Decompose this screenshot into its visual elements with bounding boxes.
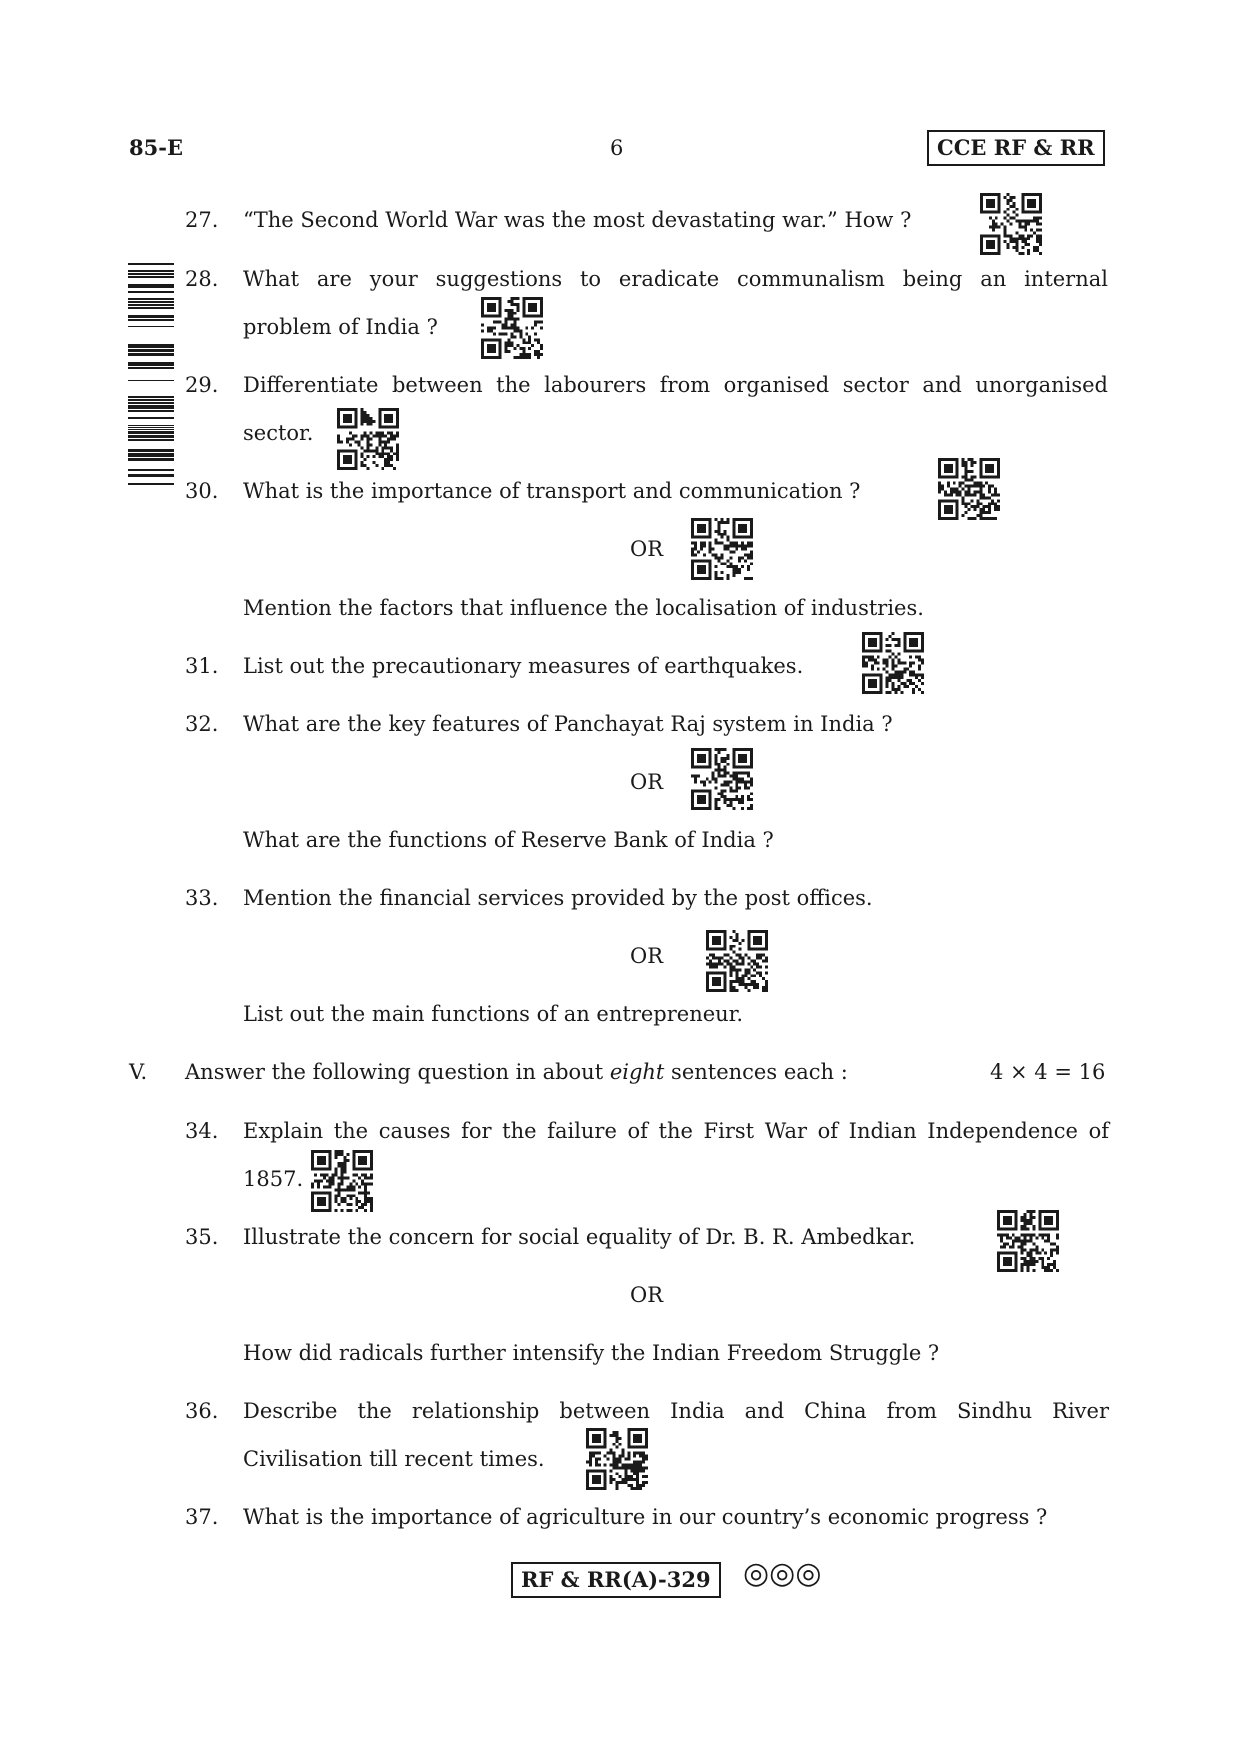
- qr-code-icon: [311, 1150, 373, 1212]
- qr-code-icon: [691, 748, 753, 810]
- question-text: Describe the relationship between India and China from Sindhu River: [243, 1399, 1109, 1423]
- qr-code-icon: [938, 458, 1000, 520]
- question-text-continued: 1857.: [243, 1167, 304, 1191]
- question-number: 33.: [185, 886, 219, 910]
- question-number: 35.: [185, 1225, 219, 1249]
- instruction-emphasis: eight: [609, 1060, 665, 1084]
- question-number: 34.: [185, 1119, 219, 1143]
- question-text: Mention the financial services provided by the post offices.: [243, 886, 873, 910]
- or-separator: OR: [630, 537, 664, 561]
- qr-code-icon: [337, 408, 399, 470]
- section-instruction: [185, 1058, 848, 1086]
- qr-code-icon: [481, 297, 543, 359]
- question-text: What are the key features of Panchayat Raj system in India ?: [243, 712, 893, 736]
- paper-code: 85-E: [129, 135, 183, 160]
- footer-symbol-icon: ◎◎◎: [743, 1556, 822, 1591]
- qr-code-icon: [691, 518, 753, 580]
- qr-code-icon: [706, 930, 768, 992]
- qr-code-icon: [586, 1428, 648, 1490]
- qr-code-icon: [980, 193, 1042, 255]
- or-separator: OR: [630, 1283, 664, 1307]
- question-text-continued: problem of India ?: [243, 315, 438, 339]
- question-number: 29.: [185, 373, 219, 397]
- instruction-post: sentences each :: [664, 1060, 848, 1084]
- footer-code-box: RF & RR(A)-329: [511, 1562, 721, 1598]
- question-text: List out the precautionary measures of earthquakes.: [243, 654, 804, 678]
- question-text: What are your suggestions to eradicate communalism being an internal: [243, 267, 1108, 291]
- question-text: What is the importance of agriculture in our country’s economic progress ?: [243, 1505, 1048, 1529]
- qr-code-icon: [862, 632, 924, 694]
- question-text: “The Second World War was the most devastating war.” How ?: [243, 208, 912, 232]
- or-separator: OR: [630, 770, 664, 794]
- question-text: Illustrate the concern for social equality of Dr. B. R. Ambedkar.: [243, 1225, 916, 1249]
- section-marks: 4 × 4 = 16: [990, 1060, 1106, 1084]
- series-box: CCE RF & RR: [927, 130, 1105, 166]
- question-text-continued: sector.: [243, 421, 314, 445]
- instruction-pre: Answer the following question in about: [185, 1060, 610, 1084]
- alternative-question-text: Mention the factors that influence the localisation of industries.: [243, 596, 924, 620]
- question-number: 32.: [185, 712, 219, 736]
- qr-code-icon: [997, 1210, 1059, 1272]
- or-separator: OR: [630, 944, 664, 968]
- barcode-icon: [128, 263, 174, 489]
- question-number: 30.: [185, 479, 219, 503]
- question-number: 31.: [185, 654, 219, 678]
- question-number: 28.: [185, 267, 219, 291]
- question-number: 37.: [185, 1505, 219, 1529]
- section-roman: V.: [129, 1060, 148, 1084]
- question-text: Explain the causes for the failure of the First War of Indian Independence of: [243, 1119, 1109, 1143]
- question-text: Differentiate between the labourers from organised sector and unorganised: [243, 373, 1108, 397]
- page-number: 6: [610, 136, 624, 160]
- question-number: 36.: [185, 1399, 219, 1423]
- alternative-question-text: What are the functions of Reserve Bank of India ?: [243, 828, 774, 852]
- question-text-continued: Civilisation till recent times.: [243, 1447, 545, 1471]
- question-text: What is the importance of transport and communication ?: [243, 479, 861, 503]
- alternative-question-text: List out the main functions of an entrepreneur.: [243, 1002, 744, 1026]
- alternative-question-text: How did radicals further intensify the Indian Freedom Struggle ?: [243, 1341, 940, 1365]
- question-number: 27.: [185, 208, 219, 232]
